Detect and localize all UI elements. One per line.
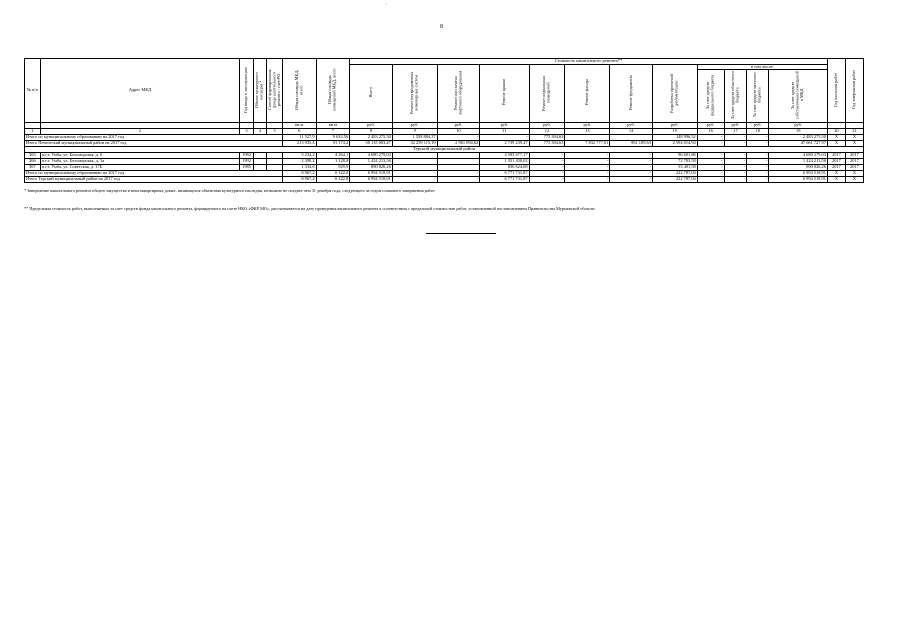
table-cell: 96 601,86 bbox=[652, 153, 697, 159]
table-cell: 836 624,68 bbox=[480, 165, 529, 171]
table-cell: - bbox=[565, 171, 610, 177]
table-cell: - bbox=[697, 159, 724, 165]
table-cell: - bbox=[724, 135, 746, 141]
table-cell: 6 771 731,87 bbox=[480, 177, 529, 183]
table-cell: 222 787,04 bbox=[652, 177, 697, 183]
table-cell: - bbox=[747, 141, 769, 147]
column-number: 5 bbox=[267, 129, 283, 135]
col-premises-area-header: Общая площадь помещений МКД, всего bbox=[316, 59, 350, 123]
col-design-header: Разработка проектной документации bbox=[652, 64, 697, 123]
column-number: 9 bbox=[392, 129, 437, 135]
footnote-heritage: * Завершение капитального ремонта общего имущества в многоквартирных домах, являющихся объектами культурного наследия, возможно не позднее чем 31 декабря года, следующего за годом планового завершения работ bbox=[24, 188, 435, 193]
cost-group-header: Стоимость капитального ремонта** bbox=[350, 59, 828, 65]
column-number: 16 bbox=[697, 129, 724, 135]
table-cell: 222 787,04 bbox=[652, 171, 697, 177]
column-number: 18 bbox=[747, 129, 769, 135]
row-year: 1982 bbox=[240, 153, 253, 159]
column-number: 14 bbox=[610, 129, 653, 135]
col-plan-year-header: Год оказания работ bbox=[827, 59, 845, 123]
table-cell: 32 259 115,19 bbox=[392, 141, 437, 147]
column-number: 11 bbox=[480, 129, 529, 135]
total-row-label: Итого по муниципальному образованию на 2017 год bbox=[25, 171, 283, 177]
table-cell: 91 174,2 bbox=[316, 141, 350, 147]
col-loc-header: За счет средств местного бюджета bbox=[747, 70, 769, 123]
col-owners-header: За счет средств собственников помещений в МКД bbox=[769, 70, 827, 123]
col-reg-header: За счет средств областного бюджета bbox=[724, 70, 746, 123]
table-cell: 4 583 677,17 bbox=[480, 153, 529, 159]
table-cell: 2017 bbox=[845, 159, 863, 165]
table-cell: 213 935,4 bbox=[282, 141, 316, 147]
table-cell: 2017 bbox=[845, 153, 863, 159]
column-number: 12 bbox=[529, 129, 565, 135]
table-cell: 1 558 884,37 bbox=[392, 135, 437, 141]
table-cell: 6 994 518,91 bbox=[350, 171, 393, 177]
column-number: 20 bbox=[827, 129, 845, 135]
column-number: 21 bbox=[845, 129, 863, 135]
table-cell: - bbox=[480, 135, 529, 141]
table-cell: X bbox=[845, 135, 863, 141]
table-cell: X bbox=[827, 177, 845, 183]
column-number: 19 bbox=[769, 129, 827, 135]
column-number: 7 bbox=[316, 129, 350, 135]
column-number: 17 bbox=[724, 129, 746, 135]
table-cell: 5 234,2 bbox=[282, 153, 316, 159]
col-total-header: Всего bbox=[350, 64, 393, 123]
table-body bbox=[25, 135, 864, 183]
table-cell: 6 322,8 bbox=[316, 171, 350, 177]
table-cell: - bbox=[697, 135, 724, 141]
table-cell: X bbox=[845, 141, 863, 147]
table-cell: X bbox=[845, 177, 863, 183]
table-cell: - bbox=[697, 177, 724, 183]
table-cell: 890 026,26 bbox=[350, 165, 393, 171]
table-cell: 2 483 275,50 bbox=[769, 135, 827, 141]
column-number: 4 bbox=[253, 129, 266, 135]
table-cell: - bbox=[697, 153, 724, 159]
col-heritage-header: Объект культурного наследия * bbox=[253, 59, 266, 123]
col-engineering-header: Ремонт внутридомовых инженерных систем bbox=[392, 64, 437, 123]
table-cell: 2 398,2 bbox=[282, 159, 316, 165]
table-cell: 2017 bbox=[845, 165, 863, 171]
column-number: 10 bbox=[437, 129, 480, 135]
row-number: 366 bbox=[25, 159, 41, 165]
table-cell: - bbox=[529, 165, 565, 171]
table-cell: - bbox=[610, 165, 653, 171]
table-cell: 4 264,1 bbox=[316, 153, 350, 159]
table-cell: 2017 bbox=[827, 153, 845, 159]
table-cell: 1 128,8 bbox=[316, 159, 350, 165]
scan-mark: ˊ bbox=[385, 4, 387, 10]
table-cell: - bbox=[610, 153, 653, 159]
table-cell: - bbox=[565, 153, 610, 159]
table-cell: 72 783,58 bbox=[652, 159, 697, 165]
col-foundation-header: Ремонт фундамента bbox=[610, 64, 653, 123]
table-cell: 8 967,2 bbox=[282, 177, 316, 183]
table-cell: - bbox=[747, 153, 769, 159]
table-cell: 775 394,63 bbox=[529, 141, 565, 147]
table-cell: - bbox=[724, 177, 746, 183]
col-fund-method-header: Способ формирования фонда капитального ремонта - счет/РО bbox=[267, 59, 283, 123]
table-cell: 2 961 094,62 bbox=[437, 141, 480, 147]
table-cell: - bbox=[747, 135, 769, 141]
table-cell: - bbox=[747, 165, 769, 171]
table-cell: 775 394,63 bbox=[529, 135, 565, 141]
table-cell: - bbox=[437, 171, 480, 177]
column-number: 8 bbox=[350, 129, 393, 135]
table-cell: 6 994 518,91 bbox=[769, 177, 827, 183]
row-address: п.г.т. Умба, ул. Беломорская, д. 6 bbox=[40, 153, 240, 159]
table-cell: - bbox=[565, 177, 610, 183]
total-row-label: Итого по муниципальному образованию на 2017 год bbox=[25, 135, 283, 141]
row-year: 1985 bbox=[240, 165, 253, 171]
section-title: Терский муниципальный район bbox=[25, 147, 864, 153]
col-facade-header: Ремонт фасада bbox=[565, 64, 610, 123]
table-cell: - bbox=[529, 159, 565, 165]
table-cell: 8 967,2 bbox=[282, 171, 316, 177]
table-cell: - bbox=[529, 153, 565, 159]
table-cell: 148 996,52 bbox=[652, 135, 697, 141]
col-basement-header: Ремонт подвальных помещений bbox=[529, 64, 565, 123]
table-cell: 4 680 279,03 bbox=[769, 153, 827, 159]
table-cell: - bbox=[437, 177, 480, 183]
table-cell: 1 424 213,56 bbox=[350, 159, 393, 165]
table-cell: - bbox=[724, 171, 746, 177]
table-cell: 2 483 275,50 bbox=[350, 135, 393, 141]
total-row-label: Итого Печенгский муниципальный район на 2017 год bbox=[25, 141, 283, 147]
table-cell: 4 680 279,03 bbox=[350, 153, 393, 159]
table-cell: - bbox=[697, 171, 724, 177]
table-cell: - bbox=[529, 171, 565, 177]
col-fed-header: За счет средств федерального бюджета bbox=[697, 70, 724, 123]
table-cell: 6 994 518,91 bbox=[350, 177, 393, 183]
column-number: 13 bbox=[565, 129, 610, 135]
table-cell: - bbox=[437, 135, 480, 141]
col-elevator-header: Ремонт или замена лифтового оборудования bbox=[437, 64, 480, 123]
table-cell: - bbox=[724, 165, 746, 171]
table-cell: 1 334,8 bbox=[282, 165, 316, 171]
row-number: 367 bbox=[25, 165, 41, 171]
table-cell: - bbox=[747, 171, 769, 177]
table-cell: - bbox=[697, 165, 724, 171]
page-number: 8 bbox=[440, 24, 443, 30]
table-cell: 6 322,8 bbox=[316, 177, 350, 183]
total-row bbox=[25, 177, 864, 183]
table-cell: - bbox=[392, 171, 437, 177]
column-number: 3 bbox=[240, 129, 253, 135]
table-cell: 2017 bbox=[827, 165, 845, 171]
column-number: 6 bbox=[282, 129, 316, 135]
table-cell: 890 026,26 bbox=[769, 165, 827, 171]
table-cell: X bbox=[845, 171, 863, 177]
table-cell: - bbox=[724, 141, 746, 147]
table-cell: - bbox=[565, 165, 610, 171]
table-cell: 1 351 430,02 bbox=[480, 159, 529, 165]
table-cell: 53 401,58 bbox=[652, 165, 697, 171]
table-cell: 929,9 bbox=[316, 165, 350, 171]
table-cell: - bbox=[610, 171, 653, 177]
column-number: 2 bbox=[40, 129, 240, 135]
table-cell: - bbox=[610, 159, 653, 165]
total-row-label: Итого Терский муниципальный район на 2017 год bbox=[25, 177, 283, 183]
table-cell: 47 661 727,97 bbox=[769, 141, 827, 147]
table-cell: - bbox=[697, 141, 724, 147]
table-cell: 6 994 518,91 bbox=[769, 171, 827, 177]
table-cell: X bbox=[827, 171, 845, 177]
table-cell: 2 594 814,94 bbox=[652, 141, 697, 147]
table-cell: - bbox=[565, 159, 610, 165]
incl-header: в том числе: bbox=[697, 64, 827, 70]
row-year: 1992 bbox=[240, 159, 253, 165]
table-cell: 7 832 777,01 bbox=[565, 141, 610, 147]
table-cell: - bbox=[747, 159, 769, 165]
units-row: кв.м кв.м руб. руб. руб. руб. руб. руб. руб. руб. руб. руб. руб. руб. bbox=[25, 123, 864, 129]
table-cell: 961 189,63 bbox=[610, 141, 653, 147]
table-cell: - bbox=[724, 153, 746, 159]
col-total-area-header: Общая площадь МКД, всего bbox=[282, 59, 316, 123]
row-address: п.г.т. Умба, ул. Советская, д. 17Б bbox=[40, 165, 240, 171]
table-cell: 6 771 731,87 bbox=[480, 171, 529, 177]
table-cell: 2 739 239,47 bbox=[480, 141, 529, 147]
col-done-year-header: Год завершения работ bbox=[845, 59, 863, 123]
table-cell: 50 135 003,47 bbox=[350, 141, 393, 147]
col-year-commission-header: Год ввода в эксплуатацию bbox=[240, 59, 253, 123]
table-cell: - bbox=[610, 177, 653, 183]
table-cell: X bbox=[827, 135, 845, 141]
table-cell: - bbox=[747, 177, 769, 183]
table-cell: 2017 bbox=[827, 159, 845, 165]
row-number: 365 bbox=[25, 153, 41, 159]
col-roof-header: Ремонт крыши bbox=[480, 64, 529, 123]
table-cell: X bbox=[827, 141, 845, 147]
end-rule bbox=[426, 233, 496, 234]
capital-repair-register-table bbox=[24, 58, 864, 183]
col-address-header: Адрес МКД bbox=[40, 59, 240, 123]
table-cell: - bbox=[392, 177, 437, 183]
col-num-header: № п/п bbox=[25, 59, 41, 123]
footnote-cost-limit: ** Предельная стоимость работ, выполняемых за счет средств фонда капитального ремонта, формируемого на счете НКО «ФКР МО», рассчитывается на дату проведения капитального ремонта в соответствии с предельной стоимостью работ, установленной постановлением Правительства Мурманской области bbox=[24, 206, 595, 211]
table-cell: 9 632,56 bbox=[316, 135, 350, 141]
table-cell: - bbox=[529, 177, 565, 183]
column-number: 1 bbox=[25, 129, 41, 135]
table-cell: 1 424 213,56 bbox=[769, 159, 827, 165]
table-cell: 11 527,9 bbox=[282, 135, 316, 141]
table-cell: - bbox=[724, 159, 746, 165]
row-address: п.г.т. Умба, ул. Беломорская, д. 3а bbox=[40, 159, 240, 165]
column-number: 15 bbox=[652, 129, 697, 135]
